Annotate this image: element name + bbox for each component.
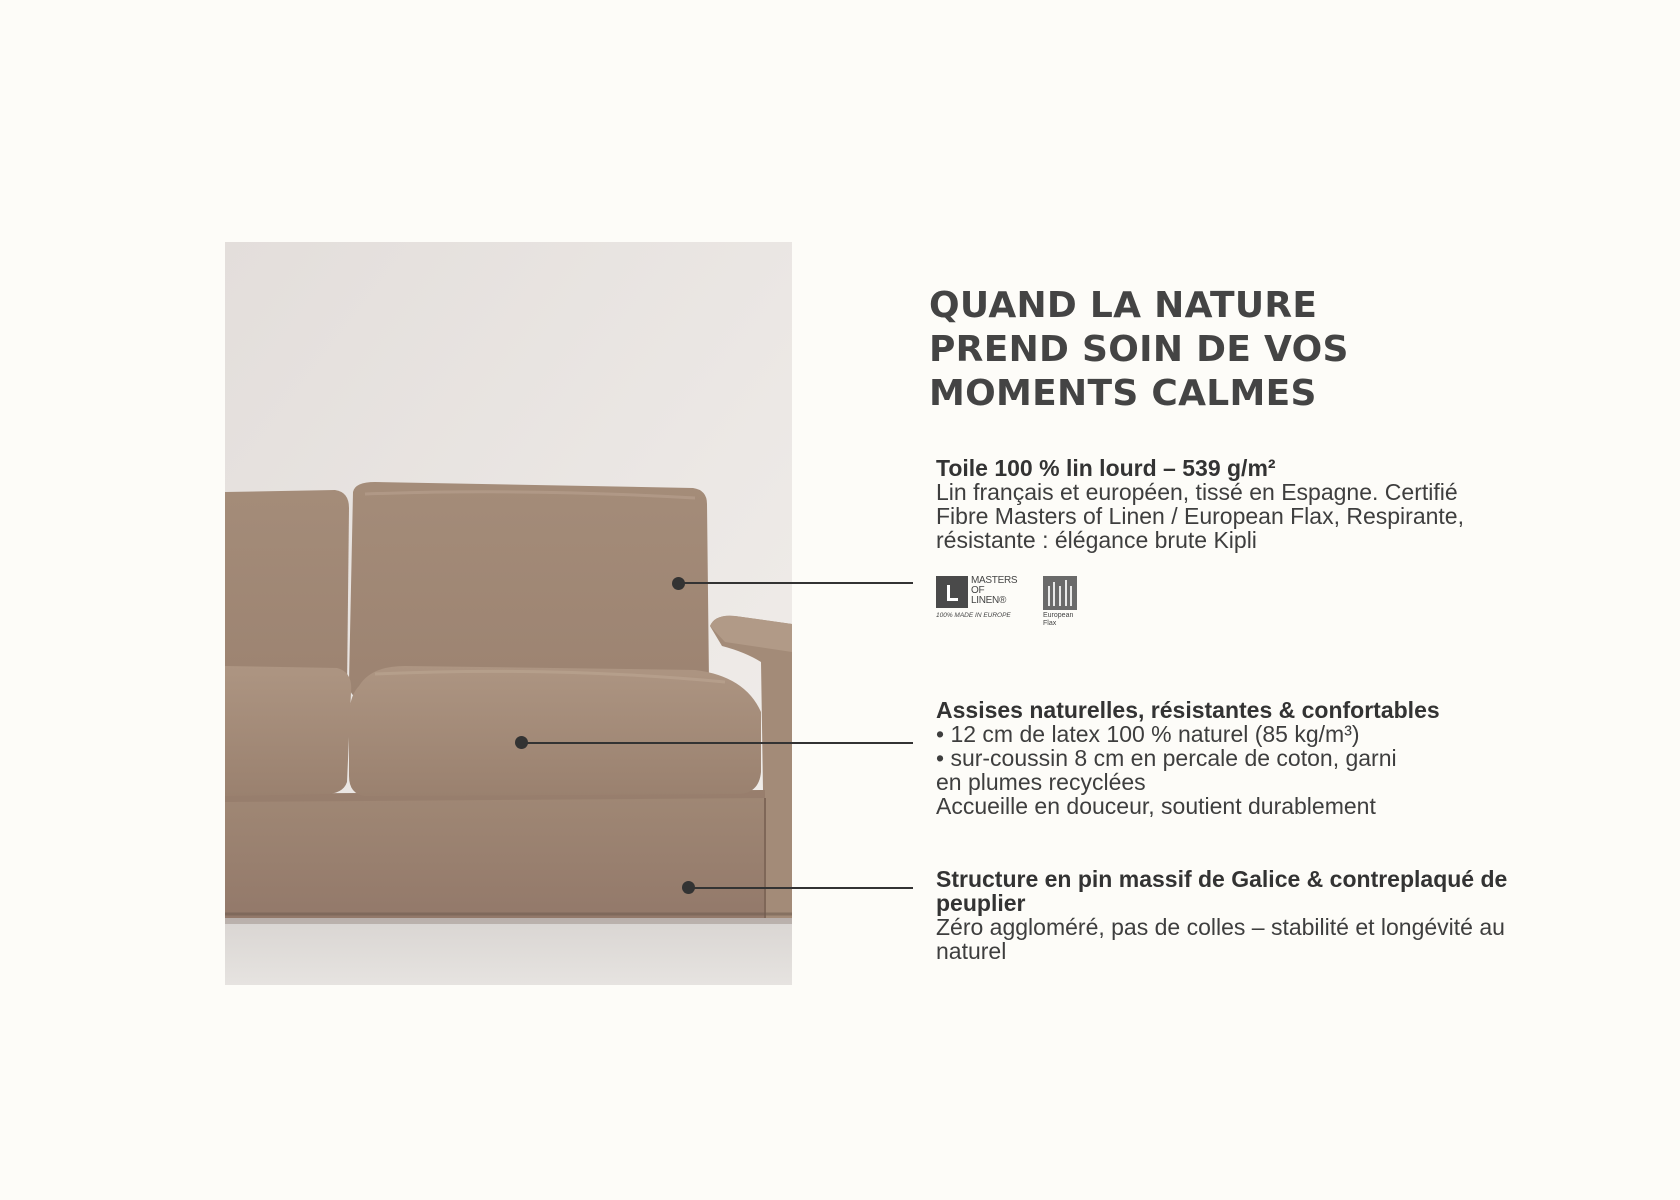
masters-of-linen-logo	[936, 576, 1020, 620]
masters-logo-line-3: LINEN®	[971, 595, 1007, 606]
flax-logo-line-1: European	[1043, 612, 1074, 619]
feature-fabric	[936, 456, 1496, 552]
flax-logo-line-2: Flax	[1043, 620, 1057, 627]
callout-dot-fabric	[672, 577, 685, 590]
callout-line-fabric	[680, 582, 913, 584]
feature-seats-bullet-2: • sur-coussin 8 cm en percale de coton, garni	[936, 745, 1397, 771]
feature-structure-title: Structure en pin massif de Galice & contreplaqué de peuplier	[936, 866, 1508, 916]
masters-logo-tagline: 100% MADE IN EUROPE	[936, 612, 1011, 619]
headline-line-2: PREND SOIN DE VOS	[929, 329, 1349, 370]
feature-fabric-text: Lin français et européen, tissé en Espagne. Certifié Fibre Masters of Linen / European Flax, Respirante, résistante : élégance brute Kipli	[936, 479, 1464, 553]
european-flax-icon	[1043, 576, 1077, 610]
european-flax-logo	[1043, 576, 1081, 628]
headline	[929, 284, 1489, 416]
feature-structure	[936, 867, 1546, 963]
masters-logo-line-1: MASTERS	[971, 575, 1018, 586]
feature-seats-closing: Accueille en douceur, soutient durablement	[936, 793, 1376, 819]
feature-seats-title: Assises naturelles, résistantes & confortables	[936, 697, 1440, 723]
headline-line-3: MOMENTS CALMES	[929, 373, 1317, 414]
masters-logo-line-2: OF	[971, 585, 985, 596]
sofa-photo	[225, 242, 792, 985]
feature-fabric-title: Toile 100 % lin lourd – 539 g/m²	[936, 455, 1276, 481]
headline-line-1: QUAND LA NATURE	[929, 285, 1318, 326]
callout-dot-seats	[515, 736, 528, 749]
certification-logos	[936, 576, 1081, 626]
feature-seats-bullet-1: • 12 cm de latex 100 % naturel (85 kg/m³)	[936, 721, 1360, 747]
masters-of-linen-icon	[936, 576, 968, 608]
callout-line-structure	[690, 887, 913, 889]
feature-seats-bullet-2-cont: en plumes recyclées	[936, 769, 1146, 795]
callout-line-seats	[523, 742, 913, 744]
callout-dot-structure	[682, 881, 695, 894]
feature-seats	[936, 698, 1536, 818]
feature-structure-text: Zéro aggloméré, pas de colles – stabilité et longévité au naturel	[936, 914, 1505, 964]
